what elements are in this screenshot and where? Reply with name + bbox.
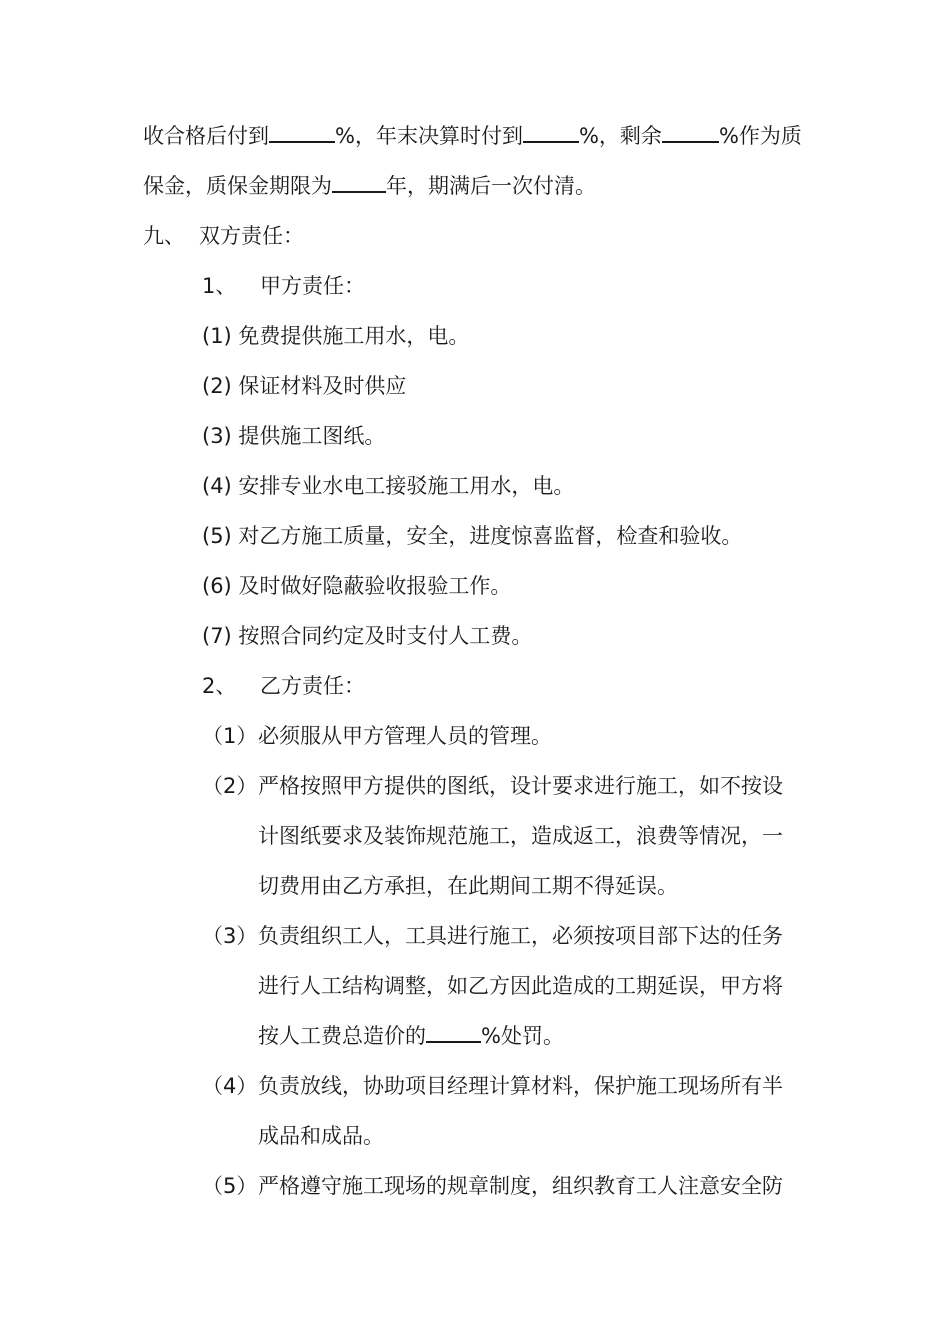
payment-text: 年，期满后一次付清。 (386, 174, 596, 198)
list-item: (6) 及时做好隐蔽验收报验工作。 (202, 574, 512, 598)
party-b-heading (202, 671, 365, 701)
list-item: (5) 对乙方施工质量，安全，进度惊喜监督，检查和验收。 (202, 524, 743, 548)
item-continuation: 切费用由乙方承担，在此期间工期不得延误。 (258, 874, 678, 898)
blank-field (426, 1021, 481, 1043)
payment-line-2 (143, 171, 596, 201)
item-text: %处罚。 (481, 1024, 564, 1048)
blank-field (269, 121, 335, 143)
payment-text: %作为质 (718, 124, 802, 148)
item-text: 严格遵守施工现场的规章制度，组织教育工人注意安全防 (258, 1174, 783, 1198)
subsection-number: 2、 (202, 674, 237, 698)
list-item (202, 721, 552, 751)
blank-field (523, 121, 579, 143)
item-text: 负责放线，协助项目经理计算材料，保护施工现场所有半 (258, 1074, 783, 1098)
list-item (202, 1171, 783, 1201)
item-number: （4） (202, 1074, 258, 1098)
blank-field (332, 171, 386, 193)
subsection-title: 甲方责任： (260, 274, 365, 298)
list-item: (7) 按照合同约定及时支付人工费。 (202, 624, 533, 648)
item-text: 必须服从甲方管理人员的管理。 (258, 724, 552, 748)
payment-text: 收合格后付到 (143, 124, 269, 148)
item-number: （5） (202, 1174, 258, 1198)
blank-field (662, 121, 719, 143)
list-item (202, 771, 783, 801)
list-item (202, 1071, 783, 1101)
payment-text: %，剩余 (578, 124, 662, 148)
section-heading (143, 221, 304, 251)
party-a-heading (202, 271, 365, 301)
item-number: （3） (202, 924, 258, 948)
payment-text: 保金，质保金期限为 (143, 174, 332, 198)
item-text: 负责组织工人，工具进行施工，必须按项目部下达的任务 (258, 924, 783, 948)
item-continuation: 成品和成品。 (258, 1124, 384, 1148)
subsection-title: 乙方责任： (260, 674, 365, 698)
item-continuation: 进行人工结构调整，如乙方因此造成的工期延误，甲方将 (258, 974, 783, 998)
list-item (202, 921, 783, 951)
payment-line-1 (143, 121, 802, 151)
list-item: (4) 安排专业水电工接驳施工用水，电。 (202, 474, 575, 498)
section-title: 双方责任： (199, 224, 304, 248)
item-continuation: 计图纸要求及装饰规范施工，造成返工，浪费等情况，一 (258, 824, 783, 848)
list-item: (1) 免费提供施工用水，电。 (202, 324, 470, 348)
list-item: (2) 保证材料及时供应 (202, 374, 407, 398)
subsection-number: 1、 (202, 274, 237, 298)
item-text: 严格按照甲方提供的图纸，设计要求进行施工，如不按设 (258, 774, 783, 798)
section-number: 九、 (143, 224, 185, 248)
item-number: （1） (202, 724, 258, 748)
list-item: (3) 提供施工图纸。 (202, 424, 386, 448)
item-number: （2） (202, 774, 258, 798)
payment-text: %，年末决算时付到 (335, 124, 523, 148)
item-continuation (258, 1021, 564, 1051)
item-text: 按人工费总造价的 (258, 1024, 426, 1048)
